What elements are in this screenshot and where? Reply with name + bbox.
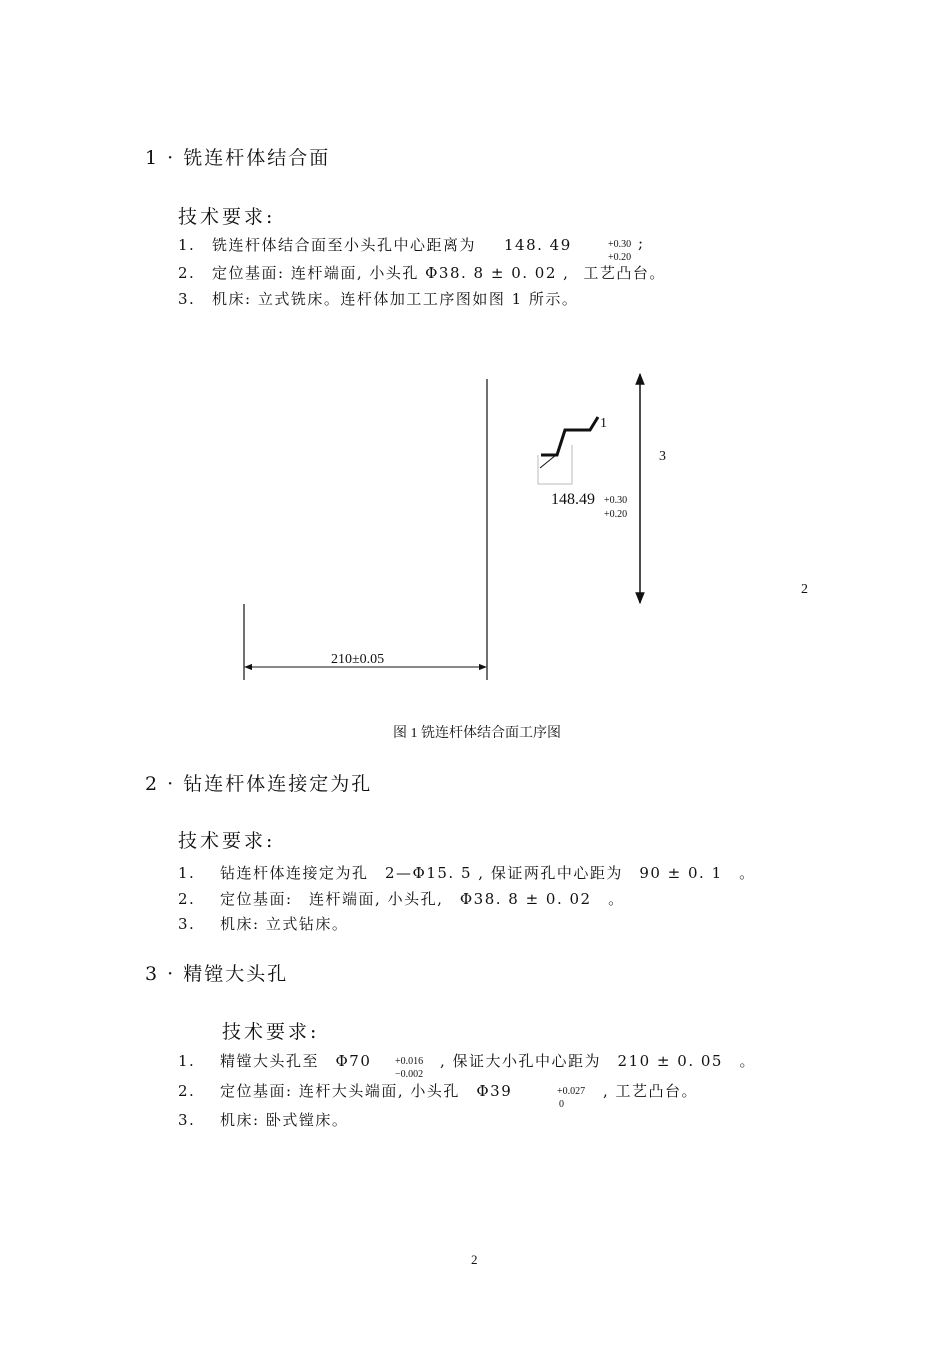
item-value: 148. 49 [504,236,572,254]
item-tail: 工艺凸台。 [583,264,666,282]
item-number: 2. [178,1082,196,1100]
section-3-heading: 3 · 精镗大头孔 [145,963,289,985]
tolerance-upper: +0.30 [608,239,632,250]
surface-symbol [541,417,598,455]
section-2-item-1 [178,862,756,883]
item-text: 钻连杆体连接定为孔 2—Φ15. 5 , 保证两孔中心距为 90 ± 0. 1 。 [220,864,756,882]
section-2-item-3 [178,913,348,934]
section-2-req-title: 技术要求: [178,830,276,852]
dim-vertical-upper: +0.30 [604,495,628,506]
tolerance-lower: −0.002 [395,1069,424,1080]
section-1-heading: 1 · 铣连杆体结合面 [145,147,331,169]
item-number: 1. [178,1052,196,1070]
figure-caption: 图 1 铣连杆体结合面工序图 [393,726,561,741]
section-2-item-2 [178,888,625,909]
section-2-heading: 2 · 钻连杆体连接定为孔 [145,773,373,795]
surface-symbol-box [538,445,572,484]
tolerance-upper: +0.027 [557,1086,586,1097]
section-3-item-2 [178,1080,512,1101]
item-tail: ; [638,234,645,252]
item-text: 铣连杆体结合面至小头孔中心距离为 [212,236,477,254]
item-text: 定位基面: 连杆端面, 小头孔 Φ38. 8 ± 0. 02 , [212,264,570,282]
item-number: 1. [178,864,196,882]
item-number: 3. [178,290,196,308]
item-text: 精镗大头孔至 Φ70 [220,1052,372,1070]
section-1-req-title: 技术要求: [178,206,276,228]
dim-horizontal-label: 210±0.05 [331,652,385,667]
section-3-item-3 [178,1109,348,1130]
item-number: 3. [178,915,196,933]
item-number: 3. [178,1111,196,1129]
item-number: 2. [178,890,196,908]
dim-vertical-lower: +0.20 [604,509,628,520]
label-1: 1 [600,416,607,431]
item-number: 1. [178,236,196,254]
label-3: 3 [659,449,666,464]
item-text: 机床: 立式钻床。 [220,915,349,933]
surface-symbol-tick [540,455,556,468]
section-3-item-1 [178,1050,371,1071]
item-text: 定位基面: 连杆大头端面, 小头孔 Φ39 [220,1082,513,1100]
label-2: 2 [801,582,808,597]
item-text: 机床: 立式铣床。连杆体加工工序图如图 1 所示。 [212,290,579,308]
item-tail: , 工艺凸台。 [603,1082,699,1100]
item-text: 机床: 卧式镗床。 [220,1111,349,1129]
tolerance-lower: 0 [559,1099,564,1110]
tolerance-lower: +0.20 [608,252,632,263]
item-number: 2. [178,264,196,282]
item-tail: , 保证大小孔中心距为 210 ± 0. 05 。 [440,1052,756,1070]
tolerance-upper: +0.016 [395,1056,424,1067]
dim-vertical-main: 148.49 [551,491,595,508]
section-3-req-title: 技术要求: [222,1021,320,1043]
item-text: 定位基面: 连杆端面, 小头孔, Φ38. 8 ± 0. 02 。 [220,890,625,908]
page-number: 2 [471,1252,478,1267]
